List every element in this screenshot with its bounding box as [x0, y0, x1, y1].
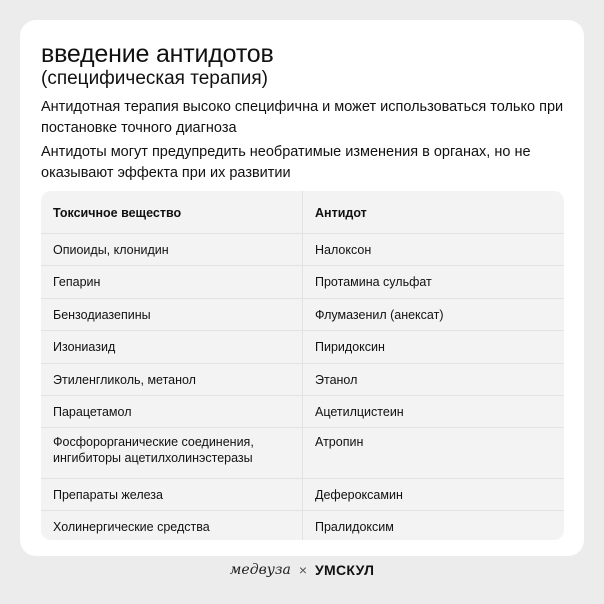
- substance-cell: Гепарин: [53, 275, 101, 289]
- table-row: [41, 511, 564, 540]
- table-row: [41, 428, 564, 478]
- antidote-cell: Атропин: [315, 435, 364, 449]
- substance-cell: Опиоиды, клонидин: [53, 243, 169, 257]
- medvuza-logo: медвуза: [229, 562, 291, 578]
- antidote-cell: Этанол: [315, 373, 358, 387]
- antidote-cell: Флумазенил (анексат): [315, 308, 444, 322]
- slide-card: [20, 20, 584, 556]
- table-row: [41, 234, 564, 265]
- substance-cell: Препараты железа: [53, 488, 163, 502]
- antidote-cell: Дефероксамин: [315, 488, 403, 502]
- umskul-logo: УМСКУЛ: [315, 562, 375, 578]
- footer-brands: [0, 560, 604, 580]
- antidote-cell: Пралидоксим: [315, 520, 394, 534]
- table-row: [41, 396, 564, 427]
- table-row: [41, 331, 564, 363]
- substance-cell: Этиленгликоль, метанол: [53, 373, 196, 387]
- antidote-cell: Протамина сульфат: [315, 275, 432, 289]
- slide-subtitle: (специфическая терапия): [41, 68, 268, 89]
- intro-paragraph-1: Антидотная терапия высоко специфична и может использоваться только при постановке точного диагноза: [41, 99, 564, 136]
- table-header-row: [41, 191, 564, 233]
- table-row: [41, 266, 564, 298]
- separator-x-icon: ×: [298, 562, 308, 578]
- substance-cell: Бензодиазепины: [53, 308, 151, 322]
- intro-paragraph-2: Антидоты могут предупредить необратимые изменения в органах, но не оказывают эффекта при их развитии: [41, 144, 531, 181]
- substance-cell: Парацетамол: [53, 405, 132, 419]
- antidote-cell: Ацетилцистеин: [315, 405, 404, 419]
- header-antidote: Антидот: [315, 206, 367, 220]
- table-row: [41, 299, 564, 330]
- antidote-table: [41, 191, 564, 540]
- table-row: [41, 364, 564, 395]
- substance-cell: Фосфорорганические соединения, ингибиторы ацетилхолинэстеразы: [53, 435, 254, 465]
- header-substance: Токсичное вещество: [53, 206, 182, 220]
- substance-cell: Изониазид: [53, 340, 116, 354]
- slide-title: введение антидотов: [41, 40, 274, 68]
- table-row: [41, 479, 564, 510]
- antidote-cell: Налоксон: [315, 243, 372, 257]
- antidote-cell: Пиридоксин: [315, 340, 385, 354]
- substance-cell: Холинергические средства: [53, 520, 210, 534]
